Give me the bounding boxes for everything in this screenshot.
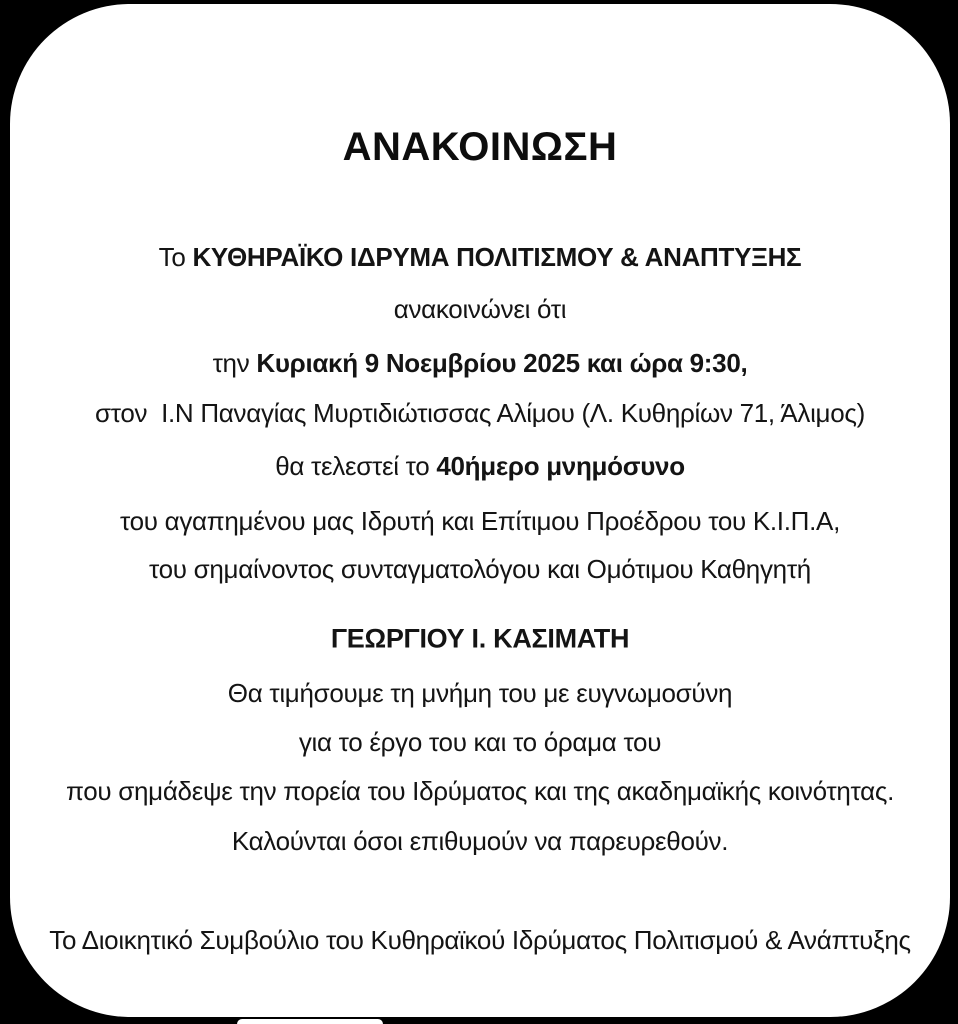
service-name: 40ήμερο μνημόσυνο <box>436 451 685 482</box>
announces-line: ανακοινώνει ότι <box>393 294 567 325</box>
location-line: στον Ι.Ν Παναγίας Μυρτιδιώτισσας Αλίμου (Λ. Κυθηρίων 71, Άλιμος) <box>95 398 865 429</box>
service-line <box>10 452 950 482</box>
service-prefix: θα τελεστεί το <box>275 451 437 482</box>
honoree-description-line-2: του σημαίνοντος συνταγματολόγου και Ομότιμου Καθηγητή <box>149 554 811 585</box>
tribute-line-1: Θα τιμήσουμε τη μνήμη του με ευγνωμοσύνη <box>227 678 733 709</box>
signature-line: Το Διοικητικό Συμβούλιο του Κυθηραϊκού Ιδρύματος Πολιτισμού & Ανάπτυξης <box>49 925 911 956</box>
organization-prefix: Το <box>158 242 193 273</box>
honoree-description-line-1: του αγαπημένου μας Ιδρυτή και Επίτιμου Προέδρου του Κ.Ι.Π.Α, <box>119 506 841 537</box>
invitation-line: Καλούνται όσοι επιθυμούν να παρευρεθούν. <box>231 826 729 857</box>
organization-line <box>10 243 950 273</box>
date-line <box>10 349 950 379</box>
announcement-title: ΑΝΑΚΟΙΝΩΣΗ <box>342 125 618 169</box>
honoree-name: ΓΕΩΡΓΙΟΥ Ι. ΚΑΣΙΜΑΤΗ <box>330 623 630 654</box>
event-date: Κυριακή 9 Νοεμβρίου 2025 και ώρα 9:30, <box>256 348 748 379</box>
tribute-line-2: για το έργο του και το όραμα του <box>298 727 662 758</box>
next-card-peek <box>237 1019 383 1024</box>
announcement-card <box>10 4 950 1017</box>
tribute-line-3: που σημάδεψε την πορεία του Ιδρύματος και της ακαδημαϊκής κοινότητας. <box>65 776 895 807</box>
date-prefix: την <box>212 348 257 379</box>
organization-name: ΚΥΘΗΡΑΪΚΟ ΙΔΡΥΜΑ ΠΟΛΙΤΙΣΜΟΥ & ΑΝΑΠΤΥΞΗΣ <box>192 242 802 273</box>
